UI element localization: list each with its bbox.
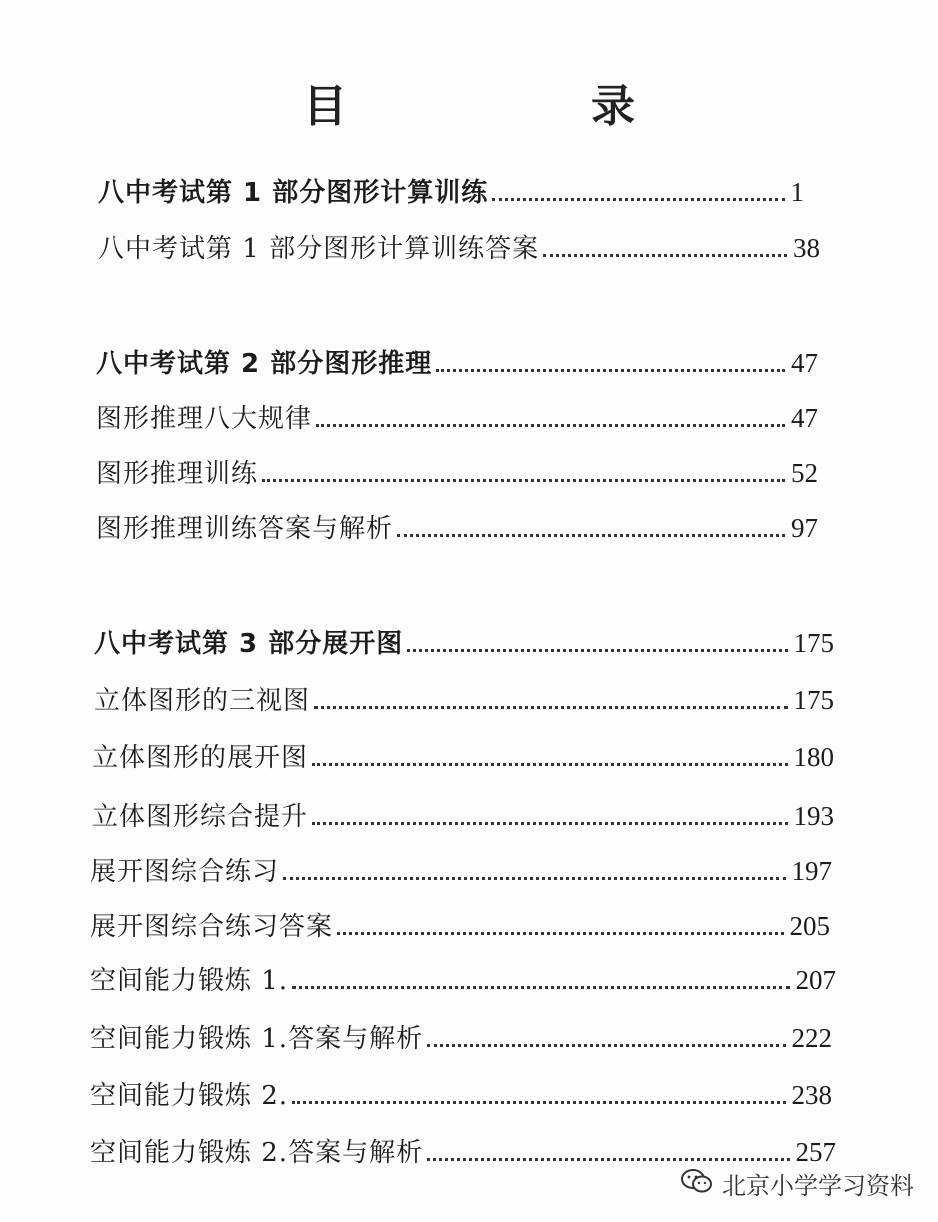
toc-label: 空间能力锻炼 1.: [90, 966, 289, 996]
dot-leader: [314, 706, 787, 709]
toc-label: 图形推理八大规律: [96, 404, 313, 434]
toc-page-number: 205: [789, 911, 830, 941]
toc-page-number: 207: [795, 965, 836, 995]
toc-page-number: 38: [793, 233, 820, 263]
page-title: 目 录: [303, 81, 735, 132]
toc-item: [96, 398, 818, 435]
wechat-icon: [680, 1167, 722, 1201]
toc-label: 空间能力锻炼 1.答案与解析: [90, 1024, 424, 1054]
toc-page-number: 238: [791, 1080, 832, 1110]
dot-leader: [427, 1044, 785, 1047]
watermark-text: 北京小学学习资料: [722, 1172, 914, 1200]
toc-label: 立体图形的三视图: [94, 686, 311, 716]
toc-label: 展开图综合练习答案: [90, 912, 334, 942]
toc-item: [96, 453, 818, 490]
toc-label: 图形推理训练: [96, 459, 259, 489]
dot-leader: [292, 1101, 785, 1104]
dot-leader: [312, 763, 787, 766]
toc-section-1: [98, 172, 804, 209]
dot-leader: [262, 479, 785, 482]
toc-item: [90, 1075, 832, 1112]
toc-label: 八中考试第 1 部分图形计算训练答案: [98, 234, 540, 264]
toc-label: 八中考试第 1 部分图形计算训练: [98, 178, 489, 208]
dot-leader: [312, 822, 787, 825]
toc-page-number: 97: [791, 513, 818, 543]
toc-item: [92, 737, 834, 774]
toc-page-number: 175: [793, 685, 834, 715]
dot-leader: [543, 254, 787, 257]
toc-item: [96, 508, 818, 545]
watermark: [680, 1166, 914, 1201]
dot-leader: [436, 369, 785, 372]
dot-leader: [283, 877, 785, 880]
dot-leader: [492, 198, 784, 201]
toc-page-number: 222: [791, 1023, 832, 1053]
toc-item: [90, 1018, 832, 1055]
toc-item: [90, 960, 836, 997]
toc-page-number: 47: [791, 348, 818, 378]
toc-item: [90, 906, 830, 943]
toc-page-number: 180: [793, 742, 834, 772]
toc-page-number: 47: [791, 403, 818, 433]
dot-leader: [337, 932, 783, 935]
toc-label: 空间能力锻炼 2.答案与解析: [90, 1138, 424, 1168]
toc-label: 空间能力锻炼 2.: [90, 1081, 289, 1111]
toc-page-number: 52: [791, 458, 818, 488]
toc-page-number: 175: [793, 628, 834, 658]
toc-label: 图形推理训练答案与解析: [96, 514, 394, 544]
toc-label: 立体图形的展开图: [92, 743, 309, 773]
toc-label: 八中考试第 3 部分展开图: [94, 629, 404, 659]
toc-label: 立体图形综合提升: [92, 802, 309, 832]
toc-item: [98, 228, 820, 265]
toc-section-3: [94, 623, 834, 660]
dot-leader: [427, 1158, 789, 1161]
toc-page-number: 1: [790, 177, 804, 207]
dot-leader: [292, 986, 789, 989]
dot-leader: [407, 649, 787, 652]
toc-page-number: 197: [791, 856, 832, 886]
toc-item: [92, 796, 834, 833]
toc-label: 展开图综合练习: [90, 857, 280, 887]
toc-item: [90, 1132, 836, 1169]
toc-section-2: [96, 343, 818, 380]
toc-page-number: 257: [795, 1137, 836, 1167]
dot-leader: [316, 424, 785, 427]
toc-label: 八中考试第 2 部分图形推理: [96, 349, 433, 379]
dot-leader: [397, 534, 785, 537]
toc-item: [90, 851, 832, 888]
toc-item: [94, 680, 834, 717]
toc-page-number: 193: [793, 801, 834, 831]
